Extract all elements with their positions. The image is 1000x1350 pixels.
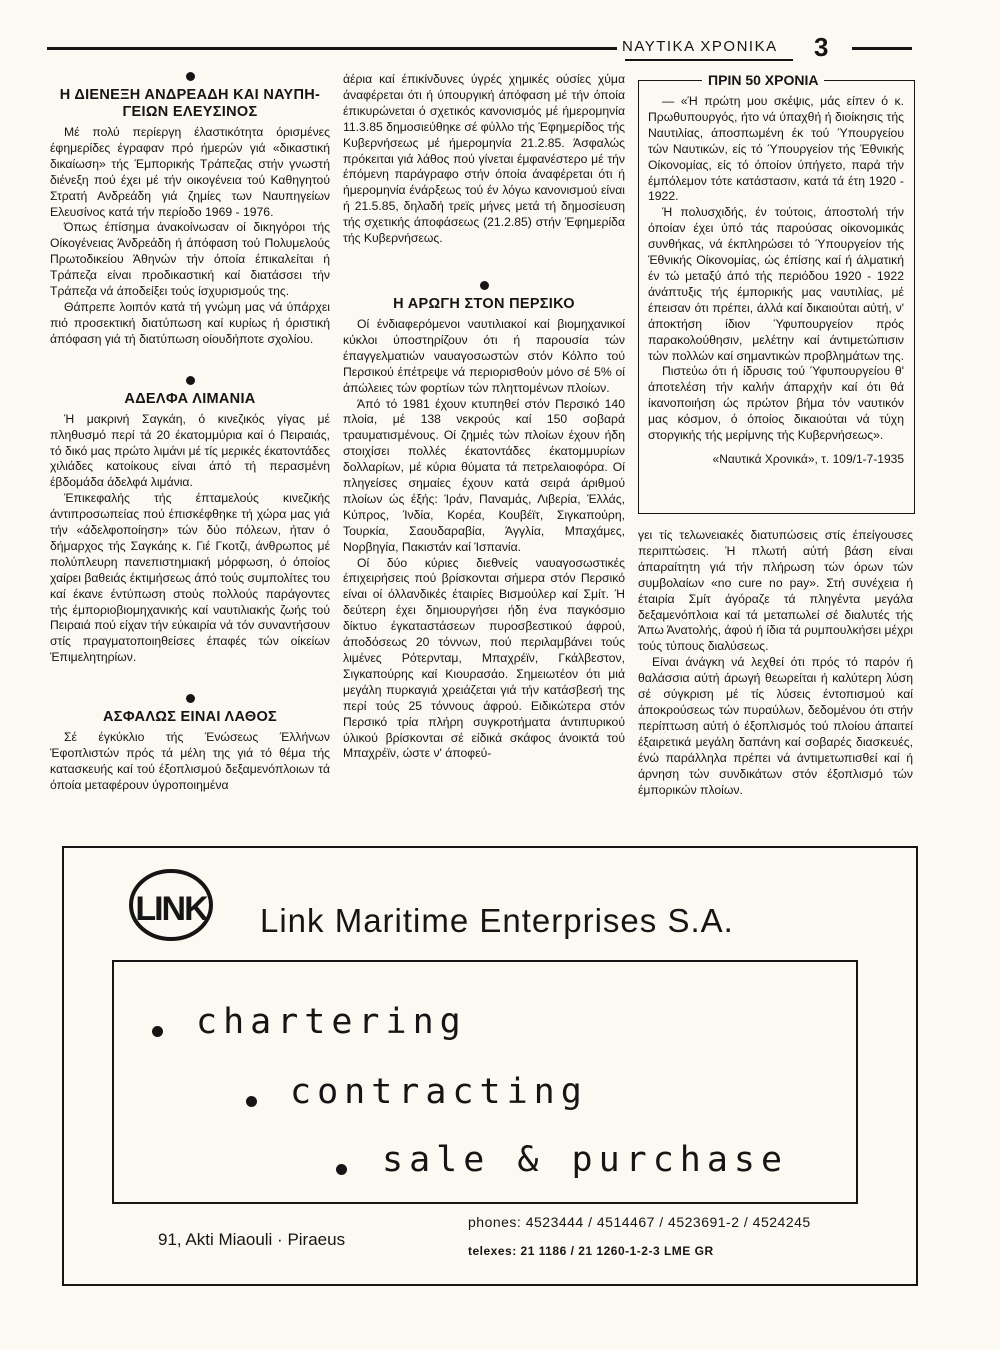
company-address: 91, Akti Miaouli · Piraeus — [158, 1230, 346, 1249]
company-telexes: telexes: 21 1186 / 21 1260-1-2-3 LME GR — [468, 1244, 714, 1258]
fifty-years-ago-text — [648, 94, 904, 468]
column-1 — [50, 72, 330, 794]
article-paragraph: Ή μακρινή Σαγκάη, ό κινεζικός γίγας μέ πληθυσμό περί τά 20 έκατομμύρια καί ό Πειραιάς, τό δικό μας πρώτο λιμάνι μέ τίς μερικές έκατοντάδες χιλιάδες κατοίκους είναι άπό τή περασμένη έβδομάδα άδελφά λιμάνια. — [50, 411, 330, 490]
bullet-dot — [186, 376, 195, 385]
bullet-dot — [186, 694, 195, 703]
article-paragraph: Οί δύο κύριες διεθνείς ναυαγοσωστικές έπιχειρήσεις πού βρίσκονται σήμερα στόν Περσικό είναι οί όλλανδικές έταιρίες Βισμούλερ καί Σμίτ. Ή δεύτερη έχει δημιουργήσει ήδη ένα παγκόσμιο δίκτυο έγκαταστάσεων πυροσβεστικού άφρού, άποδόσεως 20 τόννων, πού περιλαμβάνει τούς λιμένες Ρότερνταμ, Μπαχρέϊν, Γκάλβεστον, Σιγκαπούρης καί Κιουρασάο. Σημειωτέον ότι μιά μεγάλη πυρκαγιά χρειάζεται γιά τήν κατάσβεσή της περί τούς 25 τόννους άφρού. Ειδικώτερα στόν Περσικό τρία πλήρη συγκροτήματα άντιπυρικού ύλικού βρίσκονται σέ είδικά σκάφος άνοικτά τού Μπαχρέϊν, ώστε ν' άποφεύ- — [343, 555, 625, 761]
service-chartering: chartering — [196, 1002, 467, 1042]
services-box — [112, 960, 858, 1204]
company-phones: phones: 4523444 / 4514467 / 4523691-2 / 4524245 — [468, 1214, 811, 1230]
service-sale-purchase: sale & purchase — [382, 1140, 789, 1180]
advertisement-box — [62, 846, 918, 1286]
header-rule-left — [47, 47, 617, 50]
company-name: Link Maritime Enterprises S.A. — [260, 902, 734, 939]
article-paragraph: άέρια καί έπικίνδυνες ύγρές χημικές ούσίες χύμα άναφέρεται ότι ή ύπουργική άπόφαση μέ τήν όποία έπικυρώνεται ό σχετικός κανονισμός μέ ήμερομηνία 11.3.85 δημοσιεύθηκε σέ φύλλο τής Έφημερίδος τής Κυβερνήσεως μέ ήμερομηνία 21.2.85. Άσφαλώς πρόκειται γιά λάθος πού γίνεται έμφανέστερο μέ τήν έπόμενη παράγραφο στήν όποία άναφέρεται ότι ή ήμερομηνία ένάρξεως τού έν λόγω κανονισμού είναι ή 21.5.85, δηλαδή τρεϊς μήνες μετά τή δημοσίευση τής σχετικής άποφάσεως (21.2.85) στήν Έφημερίδα τής Κυβερνήσεως. — [343, 72, 625, 246]
column-3 — [638, 528, 913, 798]
page-number: 3 — [814, 32, 829, 62]
fifty-years-ago-title: ΠΡΙΝ 50 ΧΡΟΝΙΑ — [702, 72, 824, 88]
article-paragraph: Όπως έπίσημα άνακοίνωσαν οί δικηγόροι τής Οίκογένειας Άνδρεάδη ή άπόφαση τού Πολυμελούς Πρωτοδικείου Άθηνών τήν όποία έπικαλείται ή Τράπεζα είναι προδικαστική καί διατάσσει τήν Τράπεζα νά άποδείξει τούς ίσχυρισμούς της. — [50, 220, 330, 299]
column-2 — [343, 72, 625, 762]
article-paragraph: Μέ πολύ περίεργη έλαστικότητα όρισμένες έφημερίδες έγραφαν πρό ήμερών γιά «δικαστική δικαίωση» τής Έμπορικής Τράπεζας στήν γνωστή διένεξη πού έχει μέ τήν οικογένεια τού Καθηγητού Στρατή Ανδρεάδη γιά ζημίες των Ναυπηγείων Ελευσίνος κατά τήν περίοδο 1969 - 1976. — [50, 125, 330, 219]
article-title-sister-ports: ΑΔΕΛΦΑ ΛΙΜΑΝΙΑ — [124, 390, 256, 407]
quote-paragraph: Ή πολυσχιδής, έν τούτοις, άποστολή τήν όποίαν έχει ύπό τάς παρούσας οίκονομικάς συνθήκας, νά έκπληρώσει τό Ύπουργείον τής Έθνικής Οίκονομίας, ώς έπίσης καί ή άλματική έν τώ μεταξύ άπό τής περιόδου 1920 - 1922 άνάπτυξις τής έμπορικής μας ναυτιλίας, μέ έπεισαν ότι πρέπει, άλλά καί δικαιούται αύτή, ν' άποκτήση ίδιον Ύφυπουργείον πρός παρακολούθησιν, μελέτην καί άντιμετώπισιν τών πολλών καί σημαντικών προβλημάτων της. — [648, 205, 904, 363]
article-paragraph: Σέ έγκύκλιο τής Ένώσεως Έλλήνων Έφοπλιστών πρός τά μέλη της γιά τό θέμα τής κατασκευής καί τού έξοπλισμού δεξαμενόπλοιων τά όποία μεταφέρουν ύγροποιημένα — [50, 730, 330, 792]
bullet-dot — [186, 72, 195, 81]
article-title-persian-gulf: Η ΑΡΩΓΗ ΣΤΟΝ ΠΕΡΣΙΚΟ — [393, 295, 575, 312]
service-bullet — [336, 1164, 347, 1175]
quote-paragraph: — «Ή πρώτη μου σκέψις, μάς είπεν ό κ. Πρωθυπουργός, ήτο νά ύπαχθή ή διοίκησις τής Ναυτιλίας, άποσπωμένη έκ τού Ύπουργείου τών Ναυτικών, είς τό Ύπουργείον τής Έθνικής Οίκονομίας, είς τό όποίον ύπήγετο, παρά τήν έμπόλεμον τότε κατάστασιν, κατά τά έτη 1920 - 1922. — [648, 94, 904, 204]
article-paragraph: Έπικεφαλής τής έπταμελούς κινεζικής άντιπροσωπείας πού έπισκέφθηκε τή χώρα μας γιά τήν «άδελφοποίηση» τών δύο πόλεων, ήταν ό δήμαρχος τής Σαγκάης κ. Γιέ Γκοτζι, άνθρωπος μέ πολύπλευρη πανεπιστημιακή μόρφωση, ό όποίος χαίρει βαθειάς έκτιμήσεως άπό τούς συμπολίτες του καί έκανε έντύπωση στούς πολλούς παράγοντες τής έμποριοβιομηχανικής καί ναυτιλιακής ζωής τού Πειραιά πού είχαν τήν εύκαιρία νά τόν συναντήσουν στίς πραγματοποιηθείσες έπαφές τών οίκείων Έπιμελητηρίων. — [50, 491, 330, 665]
article-paragraph: Είναι άνάγκη νά λεχθεί ότι πρός τό παρόν ή θαλάσσια αύτή άρωγή θεωρείται ή καλύτερη λύση σέ σύγκριση μέ τίς λύσεις έντοπισμού καί άποκρούσεως τών πυραύλων, δεδομένου ότι στήν περίπτωση αύτή ό έξοπλισμός τού πλοίου άπαιτεί έξαιρετικά μεγάλη δαπάνη καί σοβαρές διασκευές, ένώ παράλληλα πρέπει νά άντιμετωπισθεί καί ή άρνηση τών συνδικάτων στόν έξοπλισμό τών έμπορικών πλοίων. — [638, 655, 913, 797]
article-title-surely-wrong: ΑΣΦΑΛΩΣ ΕΙΝΑΙ ΛΑΘΟΣ — [102, 709, 278, 726]
link-logo — [126, 866, 216, 944]
service-contracting: contracting — [290, 1072, 588, 1112]
quote-source: «Ναυτικά Χρονικά», τ. 109/1-7-1935 — [712, 451, 904, 466]
logo-lettering: LINK — [135, 890, 207, 928]
service-bullet — [152, 1026, 163, 1037]
service-bullet — [246, 1096, 257, 1107]
article-paragraph: Θάπρεπε λοιπόν κατά τή γνώμη μας νά ύπάρχει πιό προσεκτική διατύπωση καί κυρίως ή όριστική άπόφαση γιά τή διατύπωση οίουδήποτε σχολίου. — [50, 299, 330, 346]
running-title: ΝΑΥΤΙΚΑ ΧΡΟΝΙΚΑ — [622, 38, 778, 55]
header-rule-right — [852, 47, 912, 50]
quote-paragraph: Πιστεύω ότι ή ίδρυσις τού Ύφυπουργείου θ' άποτελέση τήν καλήν άπαρχήν καί ότι θά ίκανοποιήση ώς πρώτον βήμα τόν ναυτικόν μας κόσμον, ό όποίος δικαιούται νά τύχη στοργικής τής μερίμνης τής Κυβερνήσεως». — [648, 364, 904, 443]
article-paragraph: Άπό τό 1981 έχουν κτυπηθεί στόν Περσικό 140 πλοία, μέ 138 νεκρούς καί 150 σοβαρά τραυματισμένους. Οί ζημιές τών πλοίων έχουν ήδη στοιχίσει πολλές έκατοντάδες έκατομμυρίων δολλαρίων, μέ κύρια θύματα τά πετρελαιοφόρα. Οί πληγείσες σημαίες έχουν κατά σειρά άριθμού πλοίων ώς έξής: Ίράν, Παναμάς, Λιβερία, Έλλάς, Κύπρος, Ίνδία, Κορέα, Κουβέϊτ, Σιγκαπούρη, Τουρκία, Σαουδαραβία, Άγγλία, Μπαχάμες, Νορβηγία, Πακιστάν καί Ίσπανία. — [343, 396, 625, 554]
header-rule-mid — [625, 59, 793, 61]
article-title-andreadis: Η ΔΙΕΝΕΞΗ ΑΝΔΡΕΑΔΗ ΚΑΙ ΝΑΥΠΗ-ΓΕΙΩΝ ΕΛΕΥΣΙΝΟΣ — [59, 87, 321, 120]
article-paragraph: γει τίς τελωνειακές διατυπώσεις στίς έπείγουσες περιπτώσεις. Ή πλωτή αύτή βάση είναι άπαραίτητη γιά τήν πλήρωση τών όρων τών συμβολαίων «no cure no pay». Στή συνέχεια ή έταιρία Σμίτ άγόραζε τά πληγέντα μεγάλα δεξαμενόπλοια καί τά μεταπωλεί σέ διαλυτές τής Άπω Άνατολής, άφού ή ίδια τά ρυμπουλκήσει μέχρι τούς τύπους διαλύσεως. — [638, 528, 913, 654]
bullet-dot — [480, 281, 489, 290]
article-paragraph: Οί ένδιαφερόμενοι ναυτιλιακοί καί βιομηχανικοί κύκλοι ύποστηρίζουν ότι ή παρουσία τών έπαγγελματιών ναυαγοσωστών στόν Κόλπο τού Περσικού έπέτρεψε νά περιορισθούν μόνο σέ 5% οί άπώλειες τών φορτίων τών πληττομένων πλοίων. — [343, 316, 625, 395]
